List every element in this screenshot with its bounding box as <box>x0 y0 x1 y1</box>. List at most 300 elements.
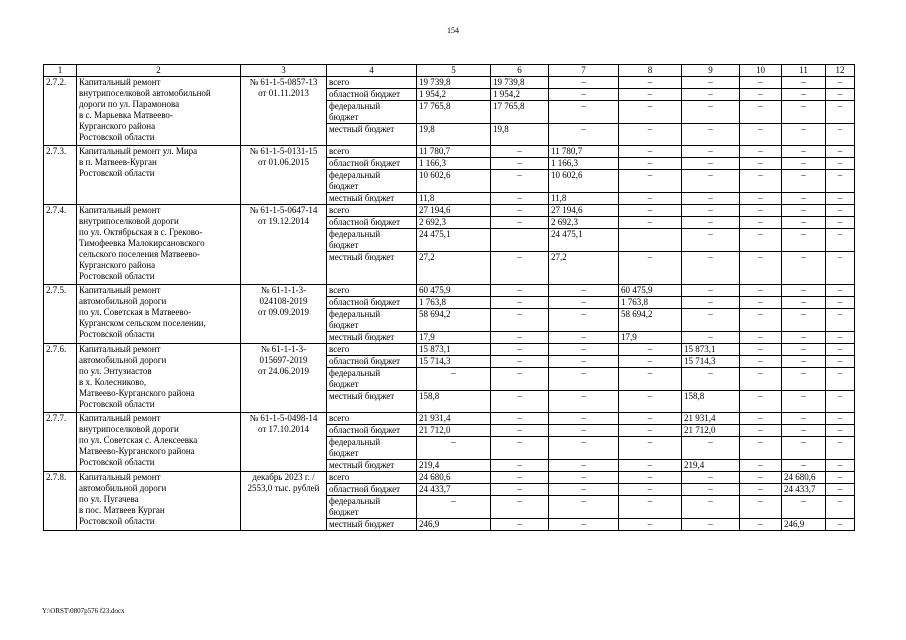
amount-col-5: 15 714,3 <box>417 356 491 368</box>
funding-source <box>327 437 417 460</box>
amount-col-8: – <box>619 460 682 472</box>
amount-col-5: 27,2 <box>417 252 491 285</box>
amount-col-7: – <box>549 124 619 146</box>
amount-col-5: – <box>417 437 491 460</box>
amount-col-9: – <box>682 437 740 460</box>
amount-col-11: – <box>782 297 826 309</box>
amount-col-7: 11,8 <box>549 193 619 205</box>
amount-col-5: 27 194,6 <box>417 205 491 217</box>
amount-col-8: – <box>619 89 682 101</box>
amount-col-8: – <box>619 437 682 460</box>
amount-col-10: – <box>740 332 782 344</box>
object-name-line: сельского поселения Матвеево- <box>79 249 201 259</box>
amount-col-9: – <box>682 297 740 309</box>
amount-col-11: – <box>782 101 826 124</box>
amount-col-8: – <box>619 252 682 285</box>
amount-col-8: – <box>619 519 682 531</box>
amount-col-6: – <box>491 170 549 193</box>
object-name-line: по ул. Советская с. Алексеевка <box>79 435 198 445</box>
funding-source <box>327 124 417 146</box>
column-header-1: 1 <box>44 65 77 77</box>
object-name-line: Ростовской области <box>79 329 155 339</box>
funding-source-line: местный бюджет <box>329 519 395 529</box>
object-name-line: по ул. Пугачева <box>79 494 139 504</box>
column-header-11: 11 <box>782 65 826 77</box>
amount-col-8: – <box>619 472 682 484</box>
funding-source <box>327 89 417 101</box>
amount-col-10: – <box>740 496 782 519</box>
funding-source-line: федеральный <box>329 496 381 506</box>
funding-source-line: всего <box>329 472 350 482</box>
object-name-line: автомобильной дороги <box>79 296 167 306</box>
amount-col-10: – <box>740 193 782 205</box>
column-header-7: 7 <box>549 65 619 77</box>
object-name-line: Ростовской области <box>79 516 155 526</box>
object-name <box>77 344 241 413</box>
amount-col-12: – <box>826 344 855 356</box>
amount-col-6: – <box>491 368 549 391</box>
amount-col-6: – <box>491 413 549 425</box>
amount-col-10: – <box>740 252 782 285</box>
amount-col-7: – <box>549 496 619 519</box>
amount-col-9: – <box>682 170 740 193</box>
amount-col-5: 10 602,6 <box>417 170 491 193</box>
amount-col-10: – <box>740 297 782 309</box>
amount-col-9: – <box>682 519 740 531</box>
object-name <box>77 472 241 531</box>
amount-col-8: – <box>619 484 682 496</box>
funding-source-line: местный бюджет <box>329 193 395 203</box>
object-name-line: Тимофеевка Малокирсановского <box>79 238 205 248</box>
amount-col-12: – <box>826 297 855 309</box>
amount-col-7: – <box>549 332 619 344</box>
amount-col-11: – <box>782 425 826 437</box>
funding-source <box>327 460 417 472</box>
amount-col-10: – <box>740 229 782 252</box>
amount-col-7: – <box>549 391 619 413</box>
amount-col-9: – <box>682 77 740 89</box>
table-row <box>44 205 855 217</box>
file-path-footer: Y:\ORST\0807p576 f23.docx <box>42 607 125 615</box>
amount-col-9: – <box>682 252 740 285</box>
amount-col-6: – <box>491 496 549 519</box>
amount-col-11: – <box>782 309 826 332</box>
amount-col-6: – <box>491 158 549 170</box>
amount-col-9: 219,4 <box>682 460 740 472</box>
amount-col-5: – <box>417 496 491 519</box>
amount-col-5: 1 166,3 <box>417 158 491 170</box>
column-header-6: 6 <box>491 65 549 77</box>
funding-source-line: федеральный <box>329 368 381 378</box>
object-name-line: Ростовской области <box>79 271 155 281</box>
funding-source-line: бюджет <box>329 379 359 389</box>
amount-col-6: – <box>491 252 549 285</box>
table-row <box>44 77 855 89</box>
item-number: 2.7.3. <box>44 146 77 205</box>
object-name-line: Матвеево-Курганского района <box>79 388 195 398</box>
amount-col-6: – <box>491 356 549 368</box>
object-name <box>77 413 241 472</box>
amount-col-10: – <box>740 124 782 146</box>
table-row <box>44 413 855 425</box>
item-number: 2.7.6. <box>44 344 77 413</box>
funding-source-line: федеральный <box>329 309 381 319</box>
amount-col-7: – <box>549 413 619 425</box>
amount-col-11: – <box>782 391 826 413</box>
amount-col-11: – <box>782 285 826 297</box>
funding-source <box>327 229 417 252</box>
amount-col-11: – <box>782 77 826 89</box>
funding-source <box>327 496 417 519</box>
funding-source <box>327 252 417 285</box>
funding-source-line: областной бюджет <box>329 89 401 99</box>
amount-col-11: – <box>782 217 826 229</box>
amount-col-9: 15 873,1 <box>682 344 740 356</box>
object-name-line: в х. Колесниково, <box>79 377 147 387</box>
object-name-line: в с. Марьевка Матвеево- <box>79 110 173 120</box>
document-reference-line: декабрь 2023 г. / <box>252 472 315 482</box>
amount-col-8: – <box>619 158 682 170</box>
amount-col-5: 15 873,1 <box>417 344 491 356</box>
amount-col-12: – <box>826 170 855 193</box>
amount-col-11: – <box>782 252 826 285</box>
item-number: 2.7.2. <box>44 77 77 146</box>
funding-source-line: всего <box>329 285 350 295</box>
amount-col-9: – <box>682 124 740 146</box>
funding-source <box>327 170 417 193</box>
amount-col-8: – <box>619 344 682 356</box>
amount-col-9: – <box>682 205 740 217</box>
amount-col-7: – <box>549 285 619 297</box>
amount-col-5: 219,4 <box>417 460 491 472</box>
amount-col-7: 27,2 <box>549 252 619 285</box>
document-reference-line: от 17.10.2014 <box>257 424 310 434</box>
amount-col-7: 2 692,3 <box>549 217 619 229</box>
budget-table <box>43 64 855 531</box>
amount-col-9: – <box>682 332 740 344</box>
column-header-10: 10 <box>740 65 782 77</box>
amount-col-11: – <box>782 89 826 101</box>
amount-col-7: – <box>549 77 619 89</box>
amount-col-9: 15 714,3 <box>682 356 740 368</box>
amount-col-7: – <box>549 460 619 472</box>
document-reference-line: 024108-2019 <box>259 296 308 306</box>
amount-col-9: – <box>682 309 740 332</box>
object-name-line: Курганского района <box>79 121 156 131</box>
amount-col-12: – <box>826 368 855 391</box>
funding-source-line: бюджет <box>329 320 359 330</box>
funding-source-line: федеральный <box>329 229 381 239</box>
amount-col-9: – <box>682 472 740 484</box>
table-row <box>44 285 855 297</box>
object-name-line: внутрипоселковой дороги <box>79 424 179 434</box>
amount-col-6: – <box>491 309 549 332</box>
amount-col-9: – <box>682 496 740 519</box>
funding-source <box>327 413 417 425</box>
amount-col-9: – <box>682 484 740 496</box>
amount-col-11: 24 433,7 <box>782 484 826 496</box>
document-reference <box>241 77 327 146</box>
document-reference <box>241 285 327 344</box>
amount-col-11: 24 680,6 <box>782 472 826 484</box>
funding-source-line: местный бюджет <box>329 460 395 470</box>
funding-source-line: областной бюджет <box>329 158 401 168</box>
funding-source-line: областной бюджет <box>329 297 401 307</box>
funding-source-line: местный бюджет <box>329 391 395 401</box>
funding-source <box>327 472 417 484</box>
amount-col-12: – <box>826 332 855 344</box>
amount-col-11: – <box>782 356 826 368</box>
object-name <box>77 285 241 344</box>
amount-col-10: – <box>740 89 782 101</box>
document-reference-line: № 61-1-5-0647-14 <box>249 205 318 215</box>
amount-col-5: 19 739,8 <box>417 77 491 89</box>
amount-col-6: – <box>491 297 549 309</box>
amount-col-7: 1 166,3 <box>549 158 619 170</box>
funding-source-line: областной бюджет <box>329 356 401 366</box>
amount-col-5: 21 931,4 <box>417 413 491 425</box>
amount-col-12: – <box>826 252 855 285</box>
amount-col-7: – <box>549 368 619 391</box>
funding-source-line: бюджет <box>329 507 359 517</box>
amount-col-5: 158,8 <box>417 391 491 413</box>
object-name-line: в пос. Матвеев Курган <box>79 505 165 515</box>
amount-col-5: 19,8 <box>417 124 491 146</box>
amount-col-6: 19 739,8 <box>491 77 549 89</box>
funding-source-line: бюджет <box>329 112 359 122</box>
object-name-line: Капитальный ремонт ул. Мира <box>79 146 198 156</box>
object-name-line: автомобильной дороги <box>79 355 167 365</box>
amount-col-5: 24 433,7 <box>417 484 491 496</box>
amount-col-12: – <box>826 413 855 425</box>
amount-col-6: – <box>491 472 549 484</box>
column-header-2: 2 <box>77 65 241 77</box>
item-number: 2.7.7. <box>44 413 77 472</box>
amount-col-11: – <box>782 413 826 425</box>
document-reference <box>241 413 327 472</box>
object-name-line: автомобильной дороги <box>79 483 167 493</box>
amount-col-12: – <box>826 89 855 101</box>
funding-source <box>327 217 417 229</box>
column-header-5: 5 <box>417 65 491 77</box>
document-reference-line: № 61-1-1-3- <box>260 285 307 295</box>
document-reference-line: от 01.11.2013 <box>258 88 309 98</box>
amount-col-6: 1 954,2 <box>491 89 549 101</box>
object-name <box>77 77 241 146</box>
amount-col-11: – <box>782 146 826 158</box>
amount-col-9: 21 712,0 <box>682 425 740 437</box>
document-reference-line: 015697-2019 <box>259 355 308 365</box>
amount-col-10: – <box>740 413 782 425</box>
amount-col-6: – <box>491 193 549 205</box>
amount-col-7: 11 780,7 <box>549 146 619 158</box>
amount-col-12: – <box>826 484 855 496</box>
amount-col-8: – <box>619 391 682 413</box>
funding-source-line: областной бюджет <box>329 484 401 494</box>
amount-col-6: – <box>491 332 549 344</box>
amount-col-7: 10 602,6 <box>549 170 619 193</box>
funding-source <box>327 519 417 531</box>
object-name-line: Капитальный ремонт <box>79 472 161 482</box>
object-name-line: по ул. Советская в Матвеево- <box>79 307 192 317</box>
amount-col-11: – <box>782 124 826 146</box>
amount-col-11: – <box>782 170 826 193</box>
amount-col-7: – <box>549 309 619 332</box>
amount-col-6: – <box>491 460 549 472</box>
funding-source-line: бюджет <box>329 240 359 250</box>
document-reference-line: № 61-1-1-3- <box>260 344 307 354</box>
amount-col-8: – <box>619 496 682 519</box>
amount-col-5: 11,8 <box>417 193 491 205</box>
amount-col-10: – <box>740 425 782 437</box>
amount-col-7: – <box>549 101 619 124</box>
amount-col-11: – <box>782 368 826 391</box>
amount-col-8: – <box>619 193 682 205</box>
amount-col-12: – <box>826 217 855 229</box>
funding-source-line: всего <box>329 146 350 156</box>
amount-col-6: – <box>491 484 549 496</box>
amount-col-10: – <box>740 309 782 332</box>
amount-col-5: – <box>417 368 491 391</box>
funding-source-line: бюджет <box>329 181 359 191</box>
amount-col-5: 24 680,6 <box>417 472 491 484</box>
amount-col-5: 1 763,8 <box>417 297 491 309</box>
funding-source <box>327 391 417 413</box>
amount-col-10: – <box>740 472 782 484</box>
amount-col-7: – <box>549 297 619 309</box>
amount-col-6: – <box>491 391 549 413</box>
funding-source <box>327 77 417 89</box>
amount-col-12: – <box>826 285 855 297</box>
funding-source <box>327 309 417 332</box>
funding-source-line: всего <box>329 77 350 87</box>
table-row <box>44 146 855 158</box>
funding-source <box>327 332 417 344</box>
amount-col-12: – <box>826 124 855 146</box>
amount-col-9: – <box>682 217 740 229</box>
funding-source-line: федеральный <box>329 170 381 180</box>
amount-col-6: – <box>491 217 549 229</box>
amount-col-7: – <box>549 472 619 484</box>
amount-col-8: – <box>619 205 682 217</box>
object-name-line: по ул. Энтузиастов <box>79 366 152 376</box>
document-reference-line: № 61-1-5-0857-13 <box>249 77 318 87</box>
amount-col-6: – <box>491 146 549 158</box>
amount-col-6: – <box>491 519 549 531</box>
document-reference-line: № 61-1-5-0131-15 <box>249 146 318 156</box>
object-name-line: Капитальный ремонт <box>79 344 161 354</box>
object-name <box>77 205 241 285</box>
funding-source-line: местный бюджет <box>329 124 395 134</box>
document-reference-line: от 19.12.2014 <box>257 216 310 226</box>
header-row <box>44 65 855 77</box>
amount-col-10: – <box>740 170 782 193</box>
funding-source <box>327 425 417 437</box>
amount-col-12: – <box>826 146 855 158</box>
amount-col-10: – <box>740 344 782 356</box>
amount-col-5: 17 765,8 <box>417 101 491 124</box>
table-row <box>44 344 855 356</box>
funding-source-line: областной бюджет <box>329 425 401 435</box>
amount-col-12: – <box>826 437 855 460</box>
amount-col-9: – <box>682 285 740 297</box>
object-name-line: Капитальный ремонт <box>79 285 161 295</box>
column-header-9: 9 <box>682 65 740 77</box>
amount-col-9: – <box>682 229 740 252</box>
amount-col-7: – <box>549 425 619 437</box>
amount-col-11: – <box>782 437 826 460</box>
amount-col-11: – <box>782 158 826 170</box>
amount-col-12: – <box>826 496 855 519</box>
amount-col-10: – <box>740 146 782 158</box>
amount-col-9: 158,8 <box>682 391 740 413</box>
item-number: 2.7.5. <box>44 285 77 344</box>
amount-col-10: – <box>740 437 782 460</box>
amount-col-5: 1 954,2 <box>417 89 491 101</box>
amount-col-7: – <box>549 344 619 356</box>
funding-source <box>327 484 417 496</box>
amount-col-12: – <box>826 309 855 332</box>
object-name-line: Ростовской области <box>79 399 155 409</box>
object-name-line: Курганском сельском поселении, <box>79 318 206 328</box>
funding-source-line: всего <box>329 344 350 354</box>
amount-col-6: – <box>491 425 549 437</box>
amount-col-5: 24 475,1 <box>417 229 491 252</box>
amount-col-10: – <box>740 484 782 496</box>
funding-source <box>327 146 417 158</box>
amount-col-5: 11 780,7 <box>417 146 491 158</box>
object-name-line: дороги по ул. Парамонова <box>79 99 180 109</box>
amount-col-11: – <box>782 229 826 252</box>
amount-col-10: – <box>740 101 782 124</box>
amount-col-6 <box>491 229 549 252</box>
amount-col-7: – <box>549 356 619 368</box>
document-reference-line: № 61-1-5-0498-14 <box>249 413 318 423</box>
amount-col-12: – <box>826 158 855 170</box>
object-name-line: Ростовской области <box>79 168 155 178</box>
amount-col-12: – <box>826 460 855 472</box>
amount-col-7: 27 194,6 <box>549 205 619 217</box>
amount-col-9: – <box>682 89 740 101</box>
amount-col-8: 17,9 <box>619 332 682 344</box>
amount-col-11: – <box>782 193 826 205</box>
object-name <box>77 146 241 205</box>
amount-col-6: – <box>491 205 549 217</box>
funding-source-line: федеральный <box>329 437 381 447</box>
amount-col-10: – <box>740 356 782 368</box>
amount-col-12: – <box>826 205 855 217</box>
funding-source-line: бюджет <box>329 448 359 458</box>
funding-source <box>327 297 417 309</box>
amount-col-5: 21 712,0 <box>417 425 491 437</box>
object-name-line: Курганского района <box>79 260 156 270</box>
amount-col-11: – <box>782 344 826 356</box>
amount-col-11: – <box>782 496 826 519</box>
funding-source <box>327 101 417 124</box>
amount-col-11: – <box>782 460 826 472</box>
item-number: 2.7.4. <box>44 205 77 285</box>
amount-col-8: 1 763,8 <box>619 297 682 309</box>
document-reference <box>241 205 327 285</box>
amount-col-12: – <box>826 519 855 531</box>
column-header-4: 4 <box>327 65 417 77</box>
funding-source-line: местный бюджет <box>329 332 395 342</box>
document-reference-line: от 24.06.2019 <box>257 366 310 376</box>
amount-col-6: – <box>491 285 549 297</box>
amount-col-5: 17,9 <box>417 332 491 344</box>
object-name-line: в п. Матвеев-Курган <box>79 157 157 167</box>
amount-col-11: – <box>782 332 826 344</box>
